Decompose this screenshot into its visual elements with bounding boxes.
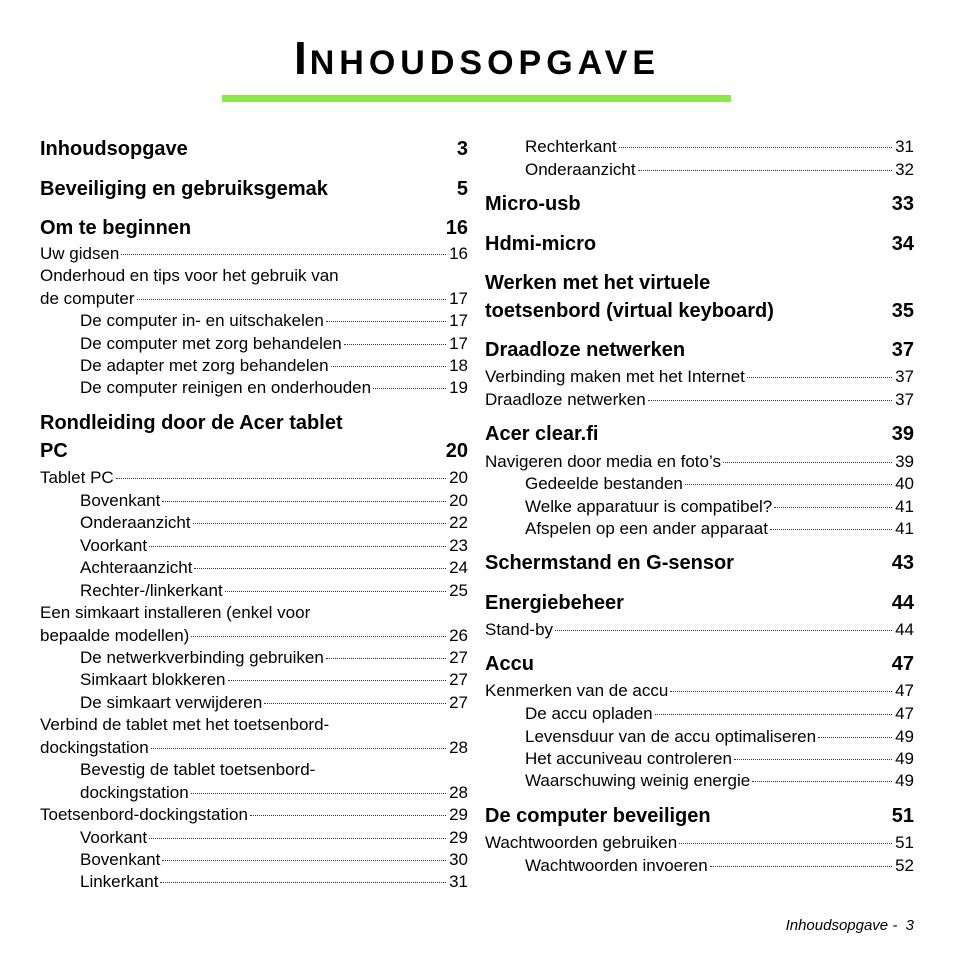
- toc-page-number: 31: [895, 137, 914, 156]
- toc-page-number: 26: [449, 626, 468, 645]
- toc-entry[interactable]: [485, 451, 914, 473]
- toc-page-number: 16: [445, 217, 468, 239]
- toc-chapter-title: Draadloze netwerken: [485, 339, 686, 361]
- toc-subentry[interactable]: [80, 355, 468, 377]
- toc-entry[interactable]: [40, 288, 468, 310]
- toc-page-number: 24: [449, 558, 468, 577]
- toc-page-number: 31: [449, 872, 468, 891]
- toc-entry-title: de computer: [40, 289, 135, 308]
- toc-chapter-acer-clear-fi[interactable]: [485, 420, 914, 448]
- toc-chapter-title: Accu: [485, 653, 534, 675]
- toc-page-number: 49: [895, 749, 914, 768]
- toc-subentry[interactable]: [80, 849, 468, 871]
- toc-entry-title: Voorkant: [80, 828, 148, 847]
- toc-page-number: 18: [449, 356, 468, 375]
- toc-page-number: 47: [891, 653, 914, 675]
- toc-entry-title: Navigeren door media en foto’s: [485, 452, 721, 471]
- toc-entry-title: Stand-by: [485, 620, 554, 639]
- page-title-initial: I: [293, 32, 310, 84]
- toc-page-number: 41: [895, 519, 914, 538]
- toc-chapter-inhoudsopgave[interactable]: [40, 135, 468, 163]
- toc-subentry[interactable]: [80, 669, 468, 691]
- toc-subentry[interactable]: [525, 496, 914, 518]
- toc-subentry[interactable]: [525, 726, 914, 748]
- toc-chapter-micro-usb[interactable]: [485, 190, 914, 218]
- toc-chapter-title: PC: [40, 440, 68, 462]
- toc-entry[interactable]: [485, 832, 914, 854]
- toc-page-number: 28: [449, 783, 468, 802]
- toc-page-number: 51: [891, 805, 914, 827]
- toc-entry-title: Achteraanzicht: [80, 558, 193, 577]
- toc-subentry[interactable]: [525, 748, 914, 770]
- toc-subentry[interactable]: [80, 871, 468, 893]
- toc-page-number: 16: [449, 244, 468, 263]
- toc-entry-title: Verbinding maken met het Internet: [485, 367, 745, 386]
- toc-entry-title: Het accuniveau controleren: [525, 749, 732, 768]
- toc-chapter-title: De computer beveiligen: [485, 805, 711, 827]
- toc-entry-title: De adapter met zorg behandelen: [80, 356, 329, 375]
- toc-chapter-title: Hdmi-micro: [485, 233, 597, 255]
- toc-page-number: 43: [891, 552, 914, 574]
- toc-entry[interactable]: [485, 389, 914, 411]
- toc-subentry[interactable]: [80, 580, 468, 602]
- toc-chapter-accu[interactable]: [485, 650, 914, 678]
- toc-subentry[interactable]: [80, 535, 468, 557]
- toc-chapter-title: Inhoudsopgave: [40, 138, 188, 160]
- toc-page-number: 37: [895, 367, 914, 386]
- toc-subentry[interactable]: [525, 770, 914, 792]
- toc-chapter-energiebeheer[interactable]: [485, 589, 914, 617]
- toc-chapter-title: Acer clear.fi: [485, 423, 599, 445]
- toc-page-number: 29: [449, 828, 468, 847]
- toc-subentry[interactable]: [80, 512, 468, 534]
- toc-page-number: 35: [891, 300, 914, 322]
- toc-entry-title: Wachtwoorden invoeren: [525, 856, 708, 875]
- toc-entry-title: Wachtwoorden gebruiken: [485, 833, 678, 852]
- toc-page-number: 39: [895, 452, 914, 471]
- toc-entry-title: Levensduur van de accu optimaliseren: [525, 727, 817, 746]
- toc-entry[interactable]: [485, 619, 914, 641]
- toc-entry-title: Uw gidsen: [40, 244, 120, 263]
- toc-entry-title-line1: Onderhoud en tips voor het gebruik van: [40, 266, 339, 285]
- toc-entry[interactable]: [40, 625, 468, 647]
- toc-page-number: 37: [891, 339, 914, 361]
- toc-entry[interactable]: [40, 467, 468, 489]
- toc-page-number: 27: [449, 670, 468, 689]
- toc-page-number: 19: [449, 378, 468, 397]
- toc-entry-title: De netwerkverbinding gebruiken: [80, 648, 324, 667]
- toc-entry-title: Tablet PC: [40, 468, 114, 487]
- toc-entry-title: Bovenkant: [80, 491, 161, 510]
- toc-page-number: 39: [891, 423, 914, 445]
- toc-subentry[interactable]: [525, 159, 914, 181]
- toc-entry-title: Waarschuwing weinig energie: [525, 771, 751, 790]
- toc-entry-title: Kenmerken van de accu: [485, 681, 669, 700]
- toc-chapter-title: Schermstand en G-sensor: [485, 552, 734, 574]
- toc-chapter-hdmi-micro[interactable]: [485, 230, 914, 258]
- toc-entry[interactable]: [40, 737, 468, 759]
- toc-chapter-computer-beveiligen[interactable]: [485, 802, 914, 830]
- toc-entry[interactable]: [485, 680, 914, 702]
- toc-entry-title: Welke apparatuur is compatibel?: [525, 497, 773, 516]
- toc-page-number: 37: [895, 390, 914, 409]
- toc-entry-title: Afspelen op een ander apparaat: [525, 519, 768, 538]
- toc-page-number: 44: [895, 620, 914, 639]
- toc-page-number: 22: [449, 513, 468, 532]
- toc-page-number: 20: [449, 468, 468, 487]
- toc-chapter-schermstand[interactable]: [485, 549, 914, 577]
- toc-entry-title: Toetsenbord-dockingstation: [40, 805, 248, 824]
- toc-page-number: 17: [449, 334, 468, 353]
- toc-entry-title: Bovenkant: [80, 850, 161, 869]
- toc-chapter-draadloze-netwerken[interactable]: [485, 336, 914, 364]
- page-title-rest: NHOUDSOPGAVE: [309, 44, 661, 82]
- toc-page-number: 17: [449, 289, 468, 308]
- toc-page-number: 23: [449, 536, 468, 555]
- toc-entry-title: De computer reinigen en onderhouden: [80, 378, 372, 397]
- toc-subentry[interactable]: [525, 518, 914, 540]
- toc-page-number: 27: [449, 648, 468, 667]
- toc-page-number: 32: [895, 160, 914, 179]
- toc-page-number: 20: [449, 491, 468, 510]
- toc-entry-title: Simkaart blokkeren: [80, 670, 226, 689]
- toc-page-number: 17: [449, 311, 468, 330]
- toc-page-number: 47: [895, 704, 914, 723]
- toc-subentry[interactable]: [525, 473, 914, 495]
- toc-page-number: 34: [891, 233, 914, 255]
- toc-chapter-title-line1: Werken met het virtuele: [485, 272, 711, 294]
- toc-entry[interactable]: [40, 243, 468, 265]
- toc-page-number: 28: [449, 738, 468, 757]
- toc-chapter-title: Micro-usb: [485, 193, 581, 215]
- toc-subentry[interactable]: [80, 310, 468, 332]
- toc-subentry[interactable]: [525, 855, 914, 877]
- toc-chapter-title: Om te beginnen: [40, 217, 192, 239]
- toc-page-number: 29: [449, 805, 468, 824]
- toc-chapter-beveiliging[interactable]: [40, 175, 468, 203]
- toc-page-number: 40: [895, 474, 914, 493]
- toc-entry-title: dockingstation: [80, 783, 189, 802]
- toc-page-number: 27: [449, 693, 468, 712]
- toc-subentry[interactable]: [80, 827, 468, 849]
- toc-entry-title: Rechterkant: [525, 137, 617, 156]
- toc-chapter-om-te-beginnen[interactable]: [40, 214, 468, 242]
- toc-subentry[interactable]: [525, 703, 914, 725]
- toc-entry-title: dockingstation: [40, 738, 149, 757]
- toc-page-number: 25: [449, 581, 468, 600]
- toc-page-number: 51: [895, 833, 914, 852]
- toc-subentry[interactable]: [80, 692, 468, 714]
- toc-page-number: 52: [895, 856, 914, 875]
- toc-entry-title: De computer in- en uitschakelen: [80, 311, 324, 330]
- toc-subentry[interactable]: [80, 647, 468, 669]
- toc-subentry[interactable]: [80, 377, 468, 399]
- toc-entry-title-line1: Een simkaart installeren (enkel voor: [40, 603, 311, 622]
- page-footer: Inhoudsopgave - 3: [785, 917, 914, 934]
- toc-page-number: 33: [891, 193, 914, 215]
- toc-subentry[interactable]: [525, 136, 914, 158]
- toc-subentry[interactable]: [80, 557, 468, 579]
- toc-subentry[interactable]: [80, 490, 468, 512]
- toc-entry-title: bepaalde modellen): [40, 626, 190, 645]
- toc-page-number: 3: [456, 138, 468, 160]
- toc-chapter-title: toetsenbord (virtual keyboard): [485, 300, 774, 322]
- toc-page-number: 49: [895, 727, 914, 746]
- toc-entry-title: Linkerkant: [80, 872, 159, 891]
- toc-entry-title: Gedeelde bestanden: [525, 474, 683, 493]
- toc-chapter-title: Energiebeheer: [485, 592, 624, 614]
- toc-page-number: 47: [895, 681, 914, 700]
- toc-subentry[interactable]: [80, 333, 468, 355]
- toc-page-number: 49: [895, 771, 914, 790]
- toc-page-number: 5: [456, 178, 468, 200]
- toc-chapter-title-line1: Rondleiding door de Acer tablet: [40, 412, 343, 434]
- toc-page-number: 41: [895, 497, 914, 516]
- toc-page-number: 20: [445, 440, 468, 462]
- toc-chapter-rondleiding[interactable]: [40, 437, 468, 465]
- toc-page-number: 44: [891, 592, 914, 614]
- toc-page-number: 30: [449, 850, 468, 869]
- toc-entry-title-line1: Verbind de tablet met het toetsenbord-: [40, 715, 330, 734]
- toc-entry-title-line1: Bevestig de tablet toetsenbord-: [80, 760, 316, 779]
- toc-entry[interactable]: [485, 366, 914, 388]
- toc-entry[interactable]: [40, 804, 468, 826]
- toc-subentry[interactable]: [80, 782, 468, 804]
- toc-entry-title: Onderaanzicht: [80, 513, 191, 532]
- toc-chapter-title: Beveiliging en gebruiksgemak: [40, 178, 328, 200]
- toc-entry-title: De simkaart verwijderen: [80, 693, 263, 712]
- toc-entry-title: Onderaanzicht: [525, 160, 636, 179]
- toc-entry-title: Draadloze netwerken: [485, 390, 646, 409]
- toc-entry-title: Rechter-/linkerkant: [80, 581, 223, 600]
- toc-entry-title: Voorkant: [80, 536, 148, 555]
- toc-entry-title: De computer met zorg behandelen: [80, 334, 342, 353]
- toc-chapter-virtueel-toetsenbord[interactable]: [485, 297, 914, 325]
- toc-entry-title: De accu opladen: [525, 704, 653, 723]
